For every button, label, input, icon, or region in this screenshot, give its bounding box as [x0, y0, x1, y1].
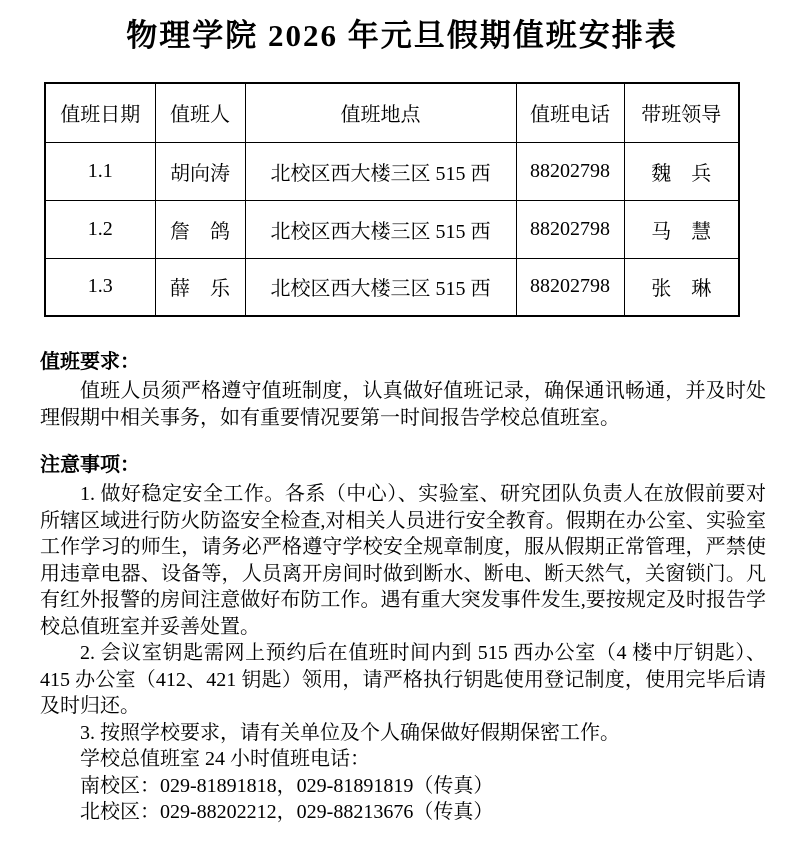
cell-duty-person: 胡向涛 [155, 142, 245, 200]
duty-schedule-table [44, 82, 740, 317]
cell-duty-person: 詹 鸽 [155, 200, 245, 258]
col-header-duty-person: 值班人 [155, 83, 245, 142]
cell-duty-place: 北校区西大楼三区 515 西 [245, 258, 516, 316]
table-row [45, 258, 739, 316]
col-header-duty-place: 值班地点 [245, 83, 516, 142]
table-row [45, 200, 739, 258]
table-header-row [45, 83, 739, 142]
hotline-south-campus: 南校区：029-81891818，029-81891819（传真） [80, 774, 494, 797]
document-title: 物理学院 2026 年元旦假期值班安排表 [126, 18, 678, 53]
cell-duty-date: 1.3 [45, 258, 155, 316]
requirements-body: 值班人员须严格遵守值班制度，认真做好值班记录，确保通讯畅通，并及时处理假期中相关事务，如有重要情况要第一时间报告学校总值班室。 [40, 380, 766, 429]
cell-duty-leader: 马 慧 [624, 200, 739, 258]
note-item-1: 1. 做好稳定安全工作。各系（中心）、实验室、研究团队负责人在放假前要对所辖区域进行防火防盗安全检查,对相关人员进行安全教育。假期在办公室、实验室工作学习的师生，请务必严格遵守学校安全规章制度，服从假期正常管理，严禁使用违章电器、设备等，人员离开房间时做到断水、断电、断天然气，关窗锁门。凡有红外报警的房间注意做好布防工作。遇有重大突发事件发生,要按规定及时报告学校总值班室并妥善处置。 [40, 483, 766, 638]
note-item-3: 3. 按照学校要求，请有关单位及个人确保做好假期保密工作。 [80, 721, 620, 744]
cell-duty-place: 北校区西大楼三区 515 西 [245, 200, 516, 258]
requirements-heading: 值班要求： [40, 351, 140, 373]
hotline-north-campus: 北校区：029-88202212，029-88213676（传真） [80, 801, 494, 823]
hotline-label: 学校总值班室 24 小时值班电话： [80, 748, 370, 770]
document-page [0, 14, 804, 852]
cell-duty-phone: 88202798 [516, 200, 624, 258]
col-header-duty-leader: 带班领导 [624, 83, 739, 142]
col-header-duty-phone: 值班电话 [516, 83, 624, 142]
cell-duty-person: 薛 乐 [155, 258, 245, 316]
document-body [0, 349, 804, 826]
cell-duty-date: 1.1 [45, 142, 155, 200]
col-header-duty-date: 值班日期 [45, 83, 155, 142]
cell-duty-place: 北校区西大楼三区 515 西 [245, 142, 516, 200]
cell-duty-phone: 88202798 [516, 258, 624, 316]
cell-duty-phone: 88202798 [516, 142, 624, 200]
cell-duty-leader: 张 琳 [624, 258, 739, 316]
cell-duty-date: 1.2 [45, 200, 155, 258]
notes-heading: 注意事项： [40, 454, 140, 476]
note-item-2: 2. 会议室钥匙需网上预约后在值班时间内到 515 西办公室（4 楼中厅钥匙）、415 办公室（412、421 钥匙）领用，请严格执行钥匙使用登记制度，使用完毕后请及时归还。 [40, 642, 766, 717]
table-row [45, 142, 739, 200]
cell-duty-leader: 魏 兵 [624, 142, 739, 200]
